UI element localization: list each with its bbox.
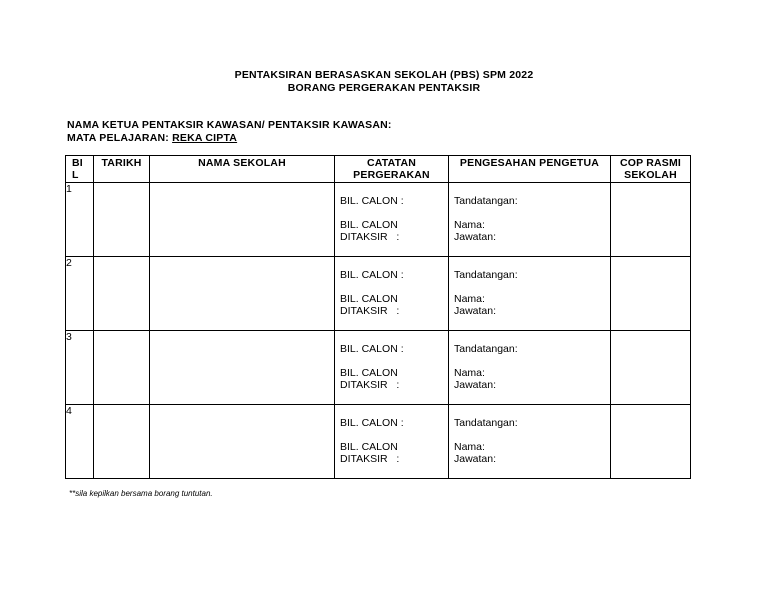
cop-rasmi-cell[interactable]: [611, 183, 691, 257]
header-bil: BI L: [66, 156, 94, 183]
row-number: 1: [66, 183, 94, 257]
catatan-cell[interactable]: BIL. CALON : BIL. CALON DITAKSIR :: [335, 183, 449, 257]
ketua-pentaksir-label: NAMA KETUA PENTAKSIR KAWASAN/ PENTAKSIR KAWASAN:: [67, 119, 392, 131]
document-title: PENTAKSIRAN BERASASKAN SEKOLAH (PBS) SPM 2022: [234, 69, 534, 81]
row-number: 2: [66, 257, 94, 331]
row-number: 4: [66, 405, 94, 479]
document-subtitle: BORANG PERGERAKAN PENTAKSIR: [287, 82, 481, 94]
nama-sekolah-cell[interactable]: [150, 183, 335, 257]
table-row: [66, 405, 691, 479]
nama-sekolah-cell[interactable]: [150, 331, 335, 405]
table-row: [66, 331, 691, 405]
pengesahan-cell[interactable]: Tandatangan: Nama: Jawatan:: [449, 257, 611, 331]
footer-note: **sila kepilkan bersama borang tuntutan.: [69, 489, 213, 498]
row-number: 3: [66, 331, 94, 405]
header-catatan-pergerakan: CATATAN PERGERAKAN: [335, 156, 449, 183]
pengesahan-cell[interactable]: Tandatangan: Nama: Jawatan:: [449, 183, 611, 257]
cop-rasmi-cell[interactable]: [611, 405, 691, 479]
catatan-cell[interactable]: BIL. CALON : BIL. CALON DITAKSIR :: [335, 405, 449, 479]
nama-sekolah-cell[interactable]: [150, 257, 335, 331]
tarikh-cell[interactable]: [94, 257, 150, 331]
movement-form-table: [65, 155, 691, 479]
table-row: [66, 183, 691, 257]
header-pengesahan-pengetua: PENGESAHAN PENGETUA: [449, 156, 611, 183]
header-nama-sekolah: NAMA SEKOLAH: [150, 156, 335, 183]
subject-value: REKA CIPTA: [172, 132, 238, 144]
tarikh-cell[interactable]: [94, 183, 150, 257]
subject-line: [67, 132, 237, 144]
cop-rasmi-cell[interactable]: [611, 331, 691, 405]
header-cop-rasmi: COP RASMI SEKOLAH: [611, 156, 691, 183]
catatan-cell[interactable]: BIL. CALON : BIL. CALON DITAKSIR :: [335, 331, 449, 405]
table-header-row: [66, 156, 691, 183]
catatan-cell[interactable]: BIL. CALON : BIL. CALON DITAKSIR :: [335, 257, 449, 331]
pengesahan-cell[interactable]: Tandatangan: Nama: Jawatan:: [449, 405, 611, 479]
nama-sekolah-cell[interactable]: [150, 405, 335, 479]
cop-rasmi-cell[interactable]: [611, 257, 691, 331]
subject-label: MATA PELAJARAN:: [67, 132, 169, 144]
header-tarikh: TARIKH: [94, 156, 150, 183]
tarikh-cell[interactable]: [94, 405, 150, 479]
table-row: [66, 257, 691, 331]
tarikh-cell[interactable]: [94, 331, 150, 405]
pengesahan-cell[interactable]: Tandatangan: Nama: Jawatan:: [449, 331, 611, 405]
